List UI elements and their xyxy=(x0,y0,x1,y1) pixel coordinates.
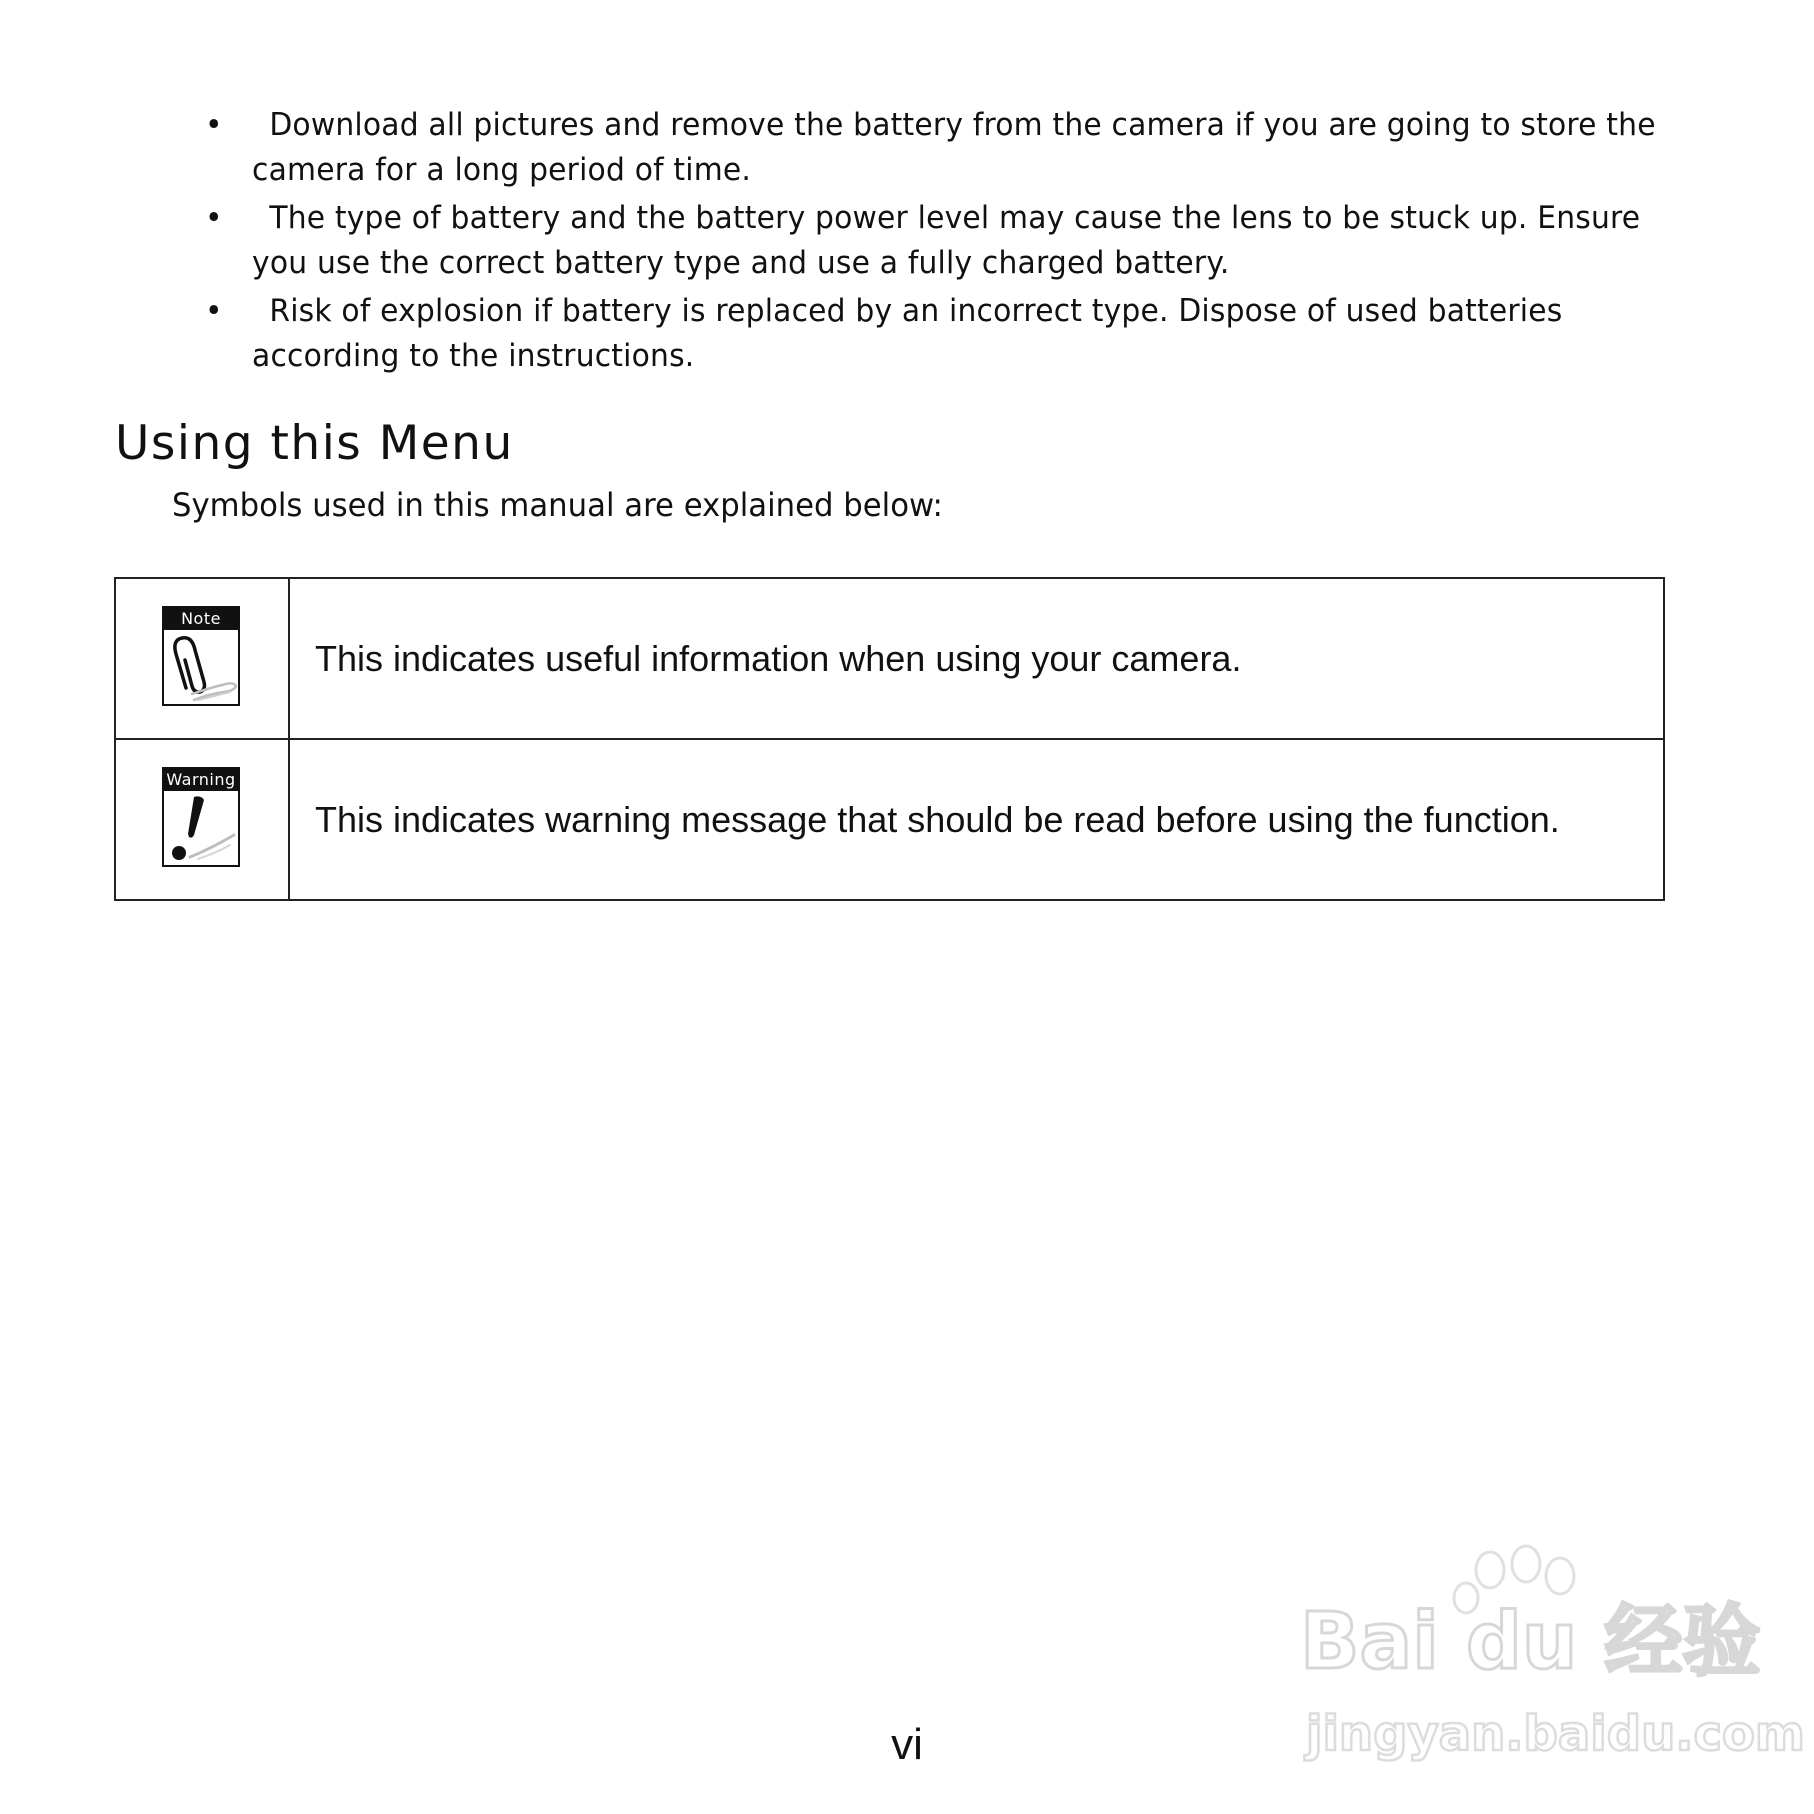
bullet-text: Download all pictures and remove the battery from the camera if you are going to store the camera for a long period of time. xyxy=(252,107,1656,188)
bullet-text: Risk of explosion if battery is replaced by an incorrect type. Dispose of used batteries according to the instructions. xyxy=(252,293,1563,374)
section-intro: Symbols used in this manual are explained below: xyxy=(172,486,943,524)
note-icon-box xyxy=(162,606,240,706)
symbol-table xyxy=(114,577,1665,901)
bullet-symbol: • xyxy=(205,107,223,143)
bullet-item xyxy=(205,103,1674,193)
section-title: Using this Menu xyxy=(115,416,514,471)
symbol-description: This indicates useful information when using your camera. xyxy=(289,578,1664,739)
watermark-url: jingyan.baidu.com xyxy=(1306,1706,1805,1762)
symbol-icon-cell xyxy=(115,739,289,900)
watermark-brand: Bai du 经验 xyxy=(1300,1597,1761,1687)
exclamation-icon xyxy=(164,791,238,867)
symbol-row-note xyxy=(115,578,1664,739)
bullet-symbol: • xyxy=(205,293,223,329)
symbol-row-warning xyxy=(115,739,1664,900)
bullet-list xyxy=(205,103,1735,382)
warning-label: Warning xyxy=(164,769,238,791)
paperclip-icon xyxy=(164,630,238,706)
bullet-symbol: • xyxy=(205,200,223,236)
bullet-text: The type of battery and the battery power level may cause the lens to be stuck up. Ensure you use the correct battery type and use a fully charged battery. xyxy=(252,200,1641,281)
warning-icon-box xyxy=(162,767,240,867)
note-label: Note xyxy=(164,608,238,630)
symbol-icon-cell xyxy=(115,578,289,739)
page-number: vi xyxy=(891,1720,923,1769)
bullet-item xyxy=(205,196,1674,286)
bullet-item xyxy=(205,289,1674,379)
symbol-description: This indicates warning message that should be read before using the function. xyxy=(289,739,1664,900)
